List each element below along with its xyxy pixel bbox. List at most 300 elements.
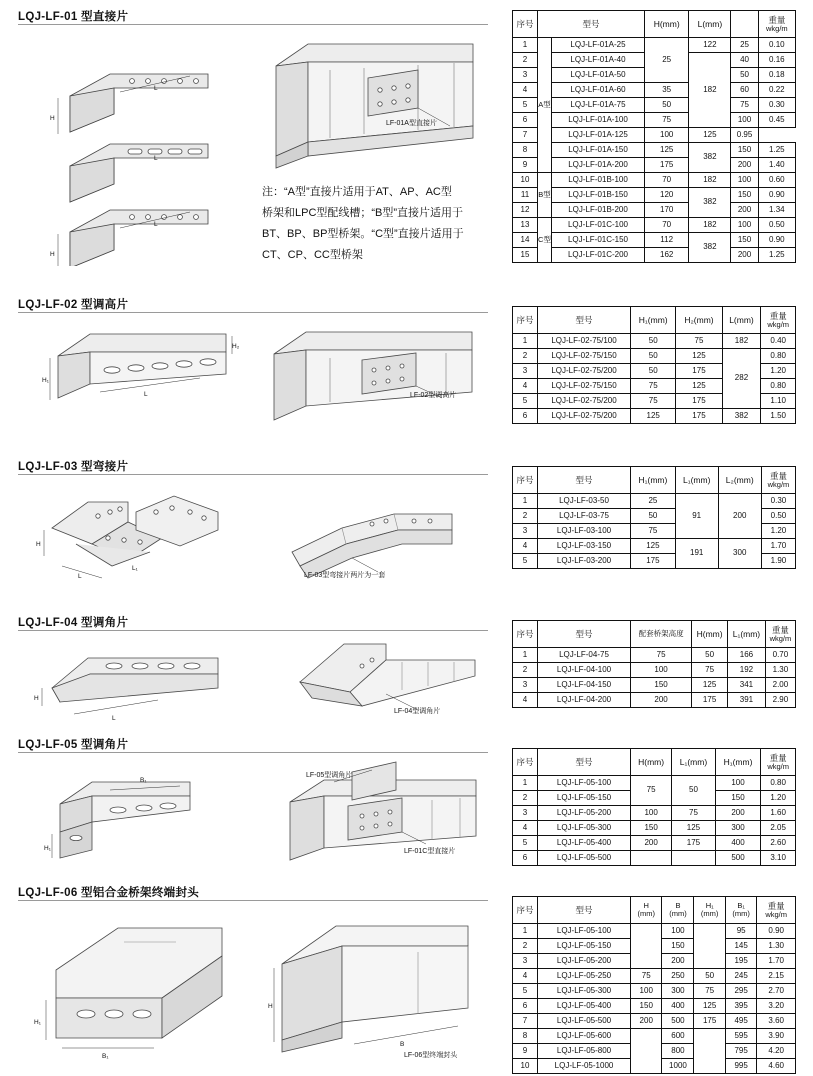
cell-index: 8: [513, 143, 538, 158]
th-l1: L₁(mm): [728, 621, 766, 648]
cell-h1: 200: [715, 806, 761, 821]
note-line-4: CT、CP、CC型桥架: [262, 248, 363, 261]
svg-text:H: H: [36, 541, 41, 548]
cell-h: [631, 924, 662, 969]
th-h1: H₁ (mm): [694, 897, 725, 924]
cell-model: LQJ-LF-01A-40: [552, 53, 645, 68]
cell-weight: 0.10: [758, 38, 795, 53]
table-row: [513, 984, 796, 999]
th-h1: H₁(mm): [715, 749, 761, 776]
table-lf05: [512, 748, 796, 866]
cell-tray-height: 200: [631, 693, 692, 708]
cell-index: 4: [513, 693, 538, 708]
cell-b1: 295: [725, 984, 756, 999]
cell-weight: 0.70: [765, 648, 795, 663]
table-row: [513, 821, 796, 836]
cell-h: 70: [645, 173, 689, 188]
table-row: [513, 203, 796, 218]
note-line-3: BT、BP、BP型桥架。“C型”直接片适用于: [262, 227, 464, 240]
svg-text:L: L: [78, 573, 82, 580]
svg-text:L: L: [154, 85, 158, 92]
table-row: [513, 693, 796, 708]
cell-weight: 0.60: [758, 173, 795, 188]
drawing-label-lf06: LF-06型终端封头: [404, 1052, 458, 1059]
cell-model: LQJ-LF-05-250: [538, 969, 631, 984]
cell-index: 6: [513, 851, 538, 866]
cell-index: 2: [513, 939, 538, 954]
cell-model: LQJ-LF-05-400: [538, 836, 631, 851]
table-row: [513, 494, 796, 509]
cell-group-letter: C型: [538, 218, 552, 263]
cell-weight: 1.20: [761, 364, 796, 379]
cell-model: LQJ-LF-03-200: [538, 554, 631, 569]
cell-b: 60: [731, 83, 758, 98]
cell-index: 2: [513, 509, 538, 524]
table-row: [513, 539, 796, 554]
table-row: [513, 38, 796, 53]
cell-h: 200: [631, 1014, 662, 1029]
cell-l1: 191: [675, 539, 718, 569]
cell-index: 4: [513, 379, 538, 394]
cell-model: LQJ-LF-04-150: [538, 678, 631, 693]
cell-h2: 75: [676, 334, 722, 349]
table-row: [513, 128, 796, 143]
th-model: 型号: [538, 621, 631, 648]
cell-model: LQJ-LF-03-50: [538, 494, 631, 509]
cell-h: 162: [645, 248, 689, 263]
cell-weight: 1.30: [765, 663, 795, 678]
cell-h: 200: [631, 836, 672, 851]
table-row: [513, 173, 796, 188]
cell-h: 150: [631, 821, 672, 836]
svg-text:H: H: [50, 115, 55, 122]
cell-index: 15: [513, 248, 538, 263]
cell-b: 100: [662, 924, 694, 939]
section-title-lf03: LQJ-LF-03 型弯接片: [18, 461, 129, 473]
cell-model: LQJ-LF-05-100: [538, 924, 631, 939]
cell-index: 5: [513, 394, 538, 409]
cell-weight: 2.70: [757, 984, 796, 999]
cell-index: 8: [513, 1029, 538, 1044]
cell-weight: 1.30: [757, 939, 796, 954]
note-line-1: 注：“A型”直接片适用于AT、AP、AC型: [262, 186, 452, 198]
cell-weight: 0.30: [758, 98, 795, 113]
cell-b: 100: [731, 218, 758, 233]
cell-model: LQJ-LF-04-75: [538, 648, 631, 663]
table-row: [513, 776, 796, 791]
cell-b: 600: [662, 1029, 694, 1044]
cell-h1: 25: [631, 494, 676, 509]
table-header-row: [513, 307, 796, 334]
cell-b: 125: [689, 128, 731, 143]
cell-l: 182: [689, 218, 731, 233]
th-weight: 重量 wkg/m: [761, 307, 796, 334]
drawing-lf05-zplate: [40, 762, 240, 862]
table-row: [513, 334, 796, 349]
cell-weight: 3.60: [757, 1014, 796, 1029]
cell-b: 200: [731, 158, 758, 173]
cell-h1: 400: [715, 836, 761, 851]
svg-text:H₁: H₁: [42, 377, 49, 384]
cell-b: 1000: [662, 1059, 694, 1074]
cell-weight: 1.70: [757, 954, 796, 969]
svg-text:L: L: [154, 155, 158, 162]
cell-b1: 595: [725, 1029, 756, 1044]
table-row: [513, 248, 796, 263]
cell-b1: 395: [725, 999, 756, 1014]
drawing-lf01-brackets: [40, 36, 260, 266]
cell-l1: 125: [672, 821, 715, 836]
cell-index: 4: [513, 821, 538, 836]
cell-index: 7: [513, 128, 538, 143]
th-l2: L₂(mm): [718, 467, 761, 494]
cell-h1: 125: [631, 409, 676, 424]
cell-model: LQJ-LF-01A-125: [552, 128, 645, 143]
table-row: [513, 218, 796, 233]
cell-index: 1: [513, 334, 538, 349]
cell-index: 2: [513, 349, 538, 364]
cell-h: 50: [692, 648, 728, 663]
cell-index: 4: [513, 83, 538, 98]
drawing-lf04-tray: [290, 634, 485, 722]
cell-model: LQJ-LF-04-100: [538, 663, 631, 678]
drawing-lf03-bendplates: [32, 482, 242, 592]
cell-b1: 995: [725, 1059, 756, 1074]
cell-h: 120: [645, 188, 689, 203]
table-row: [513, 678, 796, 693]
table-lf01: [512, 10, 796, 263]
th-model: 型号: [538, 11, 645, 38]
th-model: 型号: [538, 467, 631, 494]
svg-text:H: H: [268, 1003, 273, 1010]
cell-model: LQJ-LF-05-600: [538, 1029, 631, 1044]
cell-index: 4: [513, 969, 538, 984]
th-b1: B₁ (mm): [725, 897, 756, 924]
cell-model: LQJ-LF-05-500: [538, 1014, 631, 1029]
cell-b: 150: [731, 143, 758, 158]
cell-index: 3: [513, 806, 538, 821]
cell-index: 5: [513, 836, 538, 851]
cell-index: 10: [513, 173, 538, 188]
cell-weight: 0.50: [761, 509, 795, 524]
cell-index: 1: [513, 776, 538, 791]
th-index: 序号: [513, 749, 538, 776]
cell-h1: 100: [715, 776, 761, 791]
cell-l1: [672, 851, 715, 866]
svg-text:H₁: H₁: [34, 1019, 41, 1026]
cell-model: LQJ-LF-02-75/150: [538, 349, 631, 364]
cell-h2: 125: [676, 379, 722, 394]
cell-model: LQJ-LF-05-1000: [538, 1059, 631, 1074]
cell-index: 3: [513, 954, 538, 969]
table-row: [513, 83, 796, 98]
table-lf03: [512, 466, 796, 569]
cell-b: 40: [731, 53, 758, 68]
cell-h: 125: [692, 678, 728, 693]
cell-b: 250: [662, 969, 694, 984]
th-h2: H₂(mm): [676, 307, 722, 334]
cell-h1: 125: [694, 999, 725, 1014]
table-header-row: [513, 621, 796, 648]
cell-weight: 0.30: [761, 494, 795, 509]
cell-model: LQJ-LF-05-150: [538, 939, 631, 954]
cell-weight: 0.80: [761, 349, 796, 364]
cell-model: LQJ-LF-01B-150: [552, 188, 645, 203]
cell-h: 75: [645, 113, 689, 128]
cell-b1: 245: [725, 969, 756, 984]
cell-model: LQJ-LF-02-75/200: [538, 409, 631, 424]
table-row: [513, 349, 796, 364]
cell-h1: 300: [715, 821, 761, 836]
cell-model: LQJ-LF-05-500: [538, 851, 631, 866]
drawing-lf02-riser: [40, 322, 240, 412]
cell-l: 182: [689, 53, 731, 128]
cell-model: LQJ-LF-01B-200: [552, 203, 645, 218]
cell-h: 70: [645, 218, 689, 233]
table-lf04: [512, 620, 796, 708]
cell-weight: 1.90: [761, 554, 795, 569]
cell-weight: 0.16: [758, 53, 795, 68]
cell-index: 2: [513, 791, 538, 806]
table-header-row: [513, 11, 796, 38]
drawing-label-lf02: LF-02型调高片: [410, 392, 457, 399]
table-row: [513, 98, 796, 113]
cell-tray-height: 100: [631, 663, 692, 678]
cell-index: 5: [513, 554, 538, 569]
cell-b: 150: [662, 939, 694, 954]
cell-model: LQJ-LF-01A-60: [552, 83, 645, 98]
cell-l1: 50: [672, 776, 715, 806]
cell-weight: 2.15: [757, 969, 796, 984]
cell-h1: [694, 1029, 725, 1074]
cell-index: 3: [513, 364, 538, 379]
cell-weight: 0.90: [757, 924, 796, 939]
cell-h2: 175: [676, 409, 722, 424]
table-row: [513, 663, 796, 678]
cell-h1: 50: [694, 969, 725, 984]
cell-model: LQJ-LF-05-800: [538, 1044, 631, 1059]
cell-index: 12: [513, 203, 538, 218]
cell-index: 1: [513, 648, 538, 663]
cell-l1: 75: [672, 806, 715, 821]
cell-weight: 2.60: [761, 836, 796, 851]
cell-weight: 1.60: [761, 806, 796, 821]
cell-index: 13: [513, 218, 538, 233]
cell-h: 125: [645, 143, 689, 158]
svg-text:L: L: [154, 221, 158, 228]
cell-weight: 1.34: [758, 203, 795, 218]
table-row: [513, 113, 796, 128]
cell-h: 75: [631, 969, 662, 984]
table-row: [513, 969, 796, 984]
cell-b: 150: [731, 188, 758, 203]
section-divider: [18, 474, 488, 475]
cell-h1: 50: [631, 364, 676, 379]
drawing-label-lf03: LF-03型弯接片两片为一套: [304, 572, 386, 579]
cell-index: 6: [513, 999, 538, 1014]
cell-index: 3: [513, 68, 538, 83]
section-title-lf04: LQJ-LF-04 型调角片: [18, 617, 129, 629]
table-row: [513, 806, 796, 821]
cell-b: 500: [662, 1014, 694, 1029]
cell-h2: 175: [676, 364, 722, 379]
cell-index: 5: [513, 984, 538, 999]
cell-weight: 1.40: [758, 158, 795, 173]
cell-h: [631, 1029, 662, 1074]
cell-model: LQJ-LF-01A-150: [552, 143, 645, 158]
cell-model: LQJ-LF-05-200: [538, 806, 631, 821]
cell-h2: 125: [676, 349, 722, 364]
cell-index: 7: [513, 1014, 538, 1029]
drawing-label-lf05-a: LF-05型调角片: [306, 772, 353, 779]
drawing-lf01-tray: [268, 30, 483, 170]
cell-weight: 0.45: [758, 113, 795, 128]
cell-b: 200: [662, 954, 694, 969]
cell-weight: 4.60: [757, 1059, 796, 1074]
cell-model: LQJ-LF-01A-200: [552, 158, 645, 173]
cell-h: 35: [645, 83, 689, 98]
cell-l: 122: [689, 38, 731, 53]
cell-index: 9: [513, 1044, 538, 1059]
section-title-lf02: LQJ-LF-02 型调高片: [18, 299, 129, 311]
svg-text:H₂: H₂: [232, 343, 240, 350]
drawing-lf06-endcap: [26, 912, 241, 1062]
cell-h: 112: [645, 233, 689, 248]
cell-l1: 91: [675, 494, 718, 539]
cell-l1: 341: [728, 678, 766, 693]
th-b: B (mm): [662, 897, 694, 924]
th-h1: H₁(mm): [631, 467, 676, 494]
cell-weight: 1.10: [761, 394, 796, 409]
cell-b: 100: [731, 113, 758, 128]
cell-b: 800: [662, 1044, 694, 1059]
th-weight: 重量 wkg/m: [761, 467, 795, 494]
cell-index: 4: [513, 539, 538, 554]
cell-h1: 75: [631, 524, 676, 539]
th-index: 序号: [513, 11, 538, 38]
cell-index: 2: [513, 663, 538, 678]
cell-weight: 1.25: [758, 248, 795, 263]
cell-h: 100: [631, 806, 672, 821]
cell-index: 6: [513, 113, 538, 128]
cell-index: 10: [513, 1059, 538, 1074]
drawing-label-lf01: LF-01A型直接片: [386, 120, 437, 127]
cell-tray-height: 75: [631, 648, 692, 663]
cell-model: LQJ-LF-05-300: [538, 984, 631, 999]
cell-l: 382: [722, 409, 761, 424]
cell-model: LQJ-LF-01C-100: [552, 218, 645, 233]
cell-model: LQJ-LF-03-75: [538, 509, 631, 524]
table-row: [513, 158, 796, 173]
cell-index: 9: [513, 158, 538, 173]
cell-model: LQJ-LF-05-400: [538, 999, 631, 1014]
cell-group-letter: B型: [538, 173, 552, 218]
table-row: [513, 924, 796, 939]
cell-model: LQJ-LF-01A-75: [552, 98, 645, 113]
cell-b1: 795: [725, 1044, 756, 1059]
cell-h: 50: [645, 98, 689, 113]
cell-l: 382: [689, 233, 731, 263]
th-index: 序号: [513, 307, 538, 334]
cell-weight: 1.20: [761, 524, 795, 539]
th-index: 序号: [513, 897, 538, 924]
cell-b1: 495: [725, 1014, 756, 1029]
cell-weight: 2.90: [765, 693, 795, 708]
th-h: H (mm): [631, 897, 662, 924]
cell-l1: 192: [728, 663, 766, 678]
svg-text:H: H: [34, 695, 39, 702]
cell-model: LQJ-LF-03-150: [538, 539, 631, 554]
cell-weight: 4.20: [757, 1044, 796, 1059]
cell-weight: 0.18: [758, 68, 795, 83]
table-row: [513, 143, 796, 158]
cell-index: 14: [513, 233, 538, 248]
cell-model: LQJ-LF-02-75/100: [538, 334, 631, 349]
th-model: 型号: [538, 897, 631, 924]
svg-text:B: B: [400, 1041, 405, 1048]
section-divider: [18, 24, 488, 25]
cell-weight: 2.05: [761, 821, 796, 836]
th-h: H(mm): [631, 749, 672, 776]
cell-b: 100: [731, 173, 758, 188]
cell-weight: 1.20: [761, 791, 796, 806]
cell-model: LQJ-LF-01A-100: [552, 113, 645, 128]
cell-model: LQJ-LF-02-75/200: [538, 364, 631, 379]
cell-model: LQJ-LF-01B-100: [552, 173, 645, 188]
cell-b1: 195: [725, 954, 756, 969]
note-line-2: 桥架和LPC型配线槽；“B型”直接片适用于: [262, 206, 464, 219]
cell-l1: 175: [672, 836, 715, 851]
cell-weight: 2.00: [765, 678, 795, 693]
section-title-lf06: LQJ-LF-06 型铝合金桥架终端封头: [18, 887, 200, 899]
cell-model: LQJ-LF-03-100: [538, 524, 631, 539]
cell-h: 100: [631, 984, 662, 999]
cell-h1: 175: [694, 1014, 725, 1029]
cell-l: 382: [689, 143, 731, 173]
cell-b: 75: [731, 98, 758, 113]
cell-h: 75: [692, 663, 728, 678]
cell-model: LQJ-LF-01A-50: [552, 68, 645, 83]
drawing-lf06-tray: [268, 912, 488, 1062]
cell-h1: 50: [631, 509, 676, 524]
cell-model: LQJ-LF-01C-200: [552, 248, 645, 263]
table-header-row: [513, 897, 796, 924]
cell-l1: 391: [728, 693, 766, 708]
cell-h1: 75: [631, 379, 676, 394]
cell-l2: 200: [718, 494, 761, 539]
cell-l2: 300: [718, 539, 761, 569]
section-title-lf01: LQJ-LF-01 型直接片: [18, 11, 129, 23]
cell-index: 11: [513, 188, 538, 203]
drawing-lf04-plate: [28, 640, 238, 730]
cell-model: LQJ-LF-02-75/200: [538, 394, 631, 409]
svg-text:L: L: [112, 715, 116, 722]
svg-text:L₁: L₁: [132, 565, 138, 572]
cell-h1: 125: [631, 539, 676, 554]
th-weight: 重量 wkg/m: [757, 897, 796, 924]
cell-b: 25: [731, 38, 758, 53]
cell-weight: 0.22: [758, 83, 795, 98]
cell-l: 182: [689, 173, 731, 188]
cell-group-letter: A型: [538, 38, 552, 173]
table-row: [513, 836, 796, 851]
th-h: H(mm): [692, 621, 728, 648]
cell-weight: 0.90: [758, 188, 795, 203]
cell-b: 300: [662, 984, 694, 999]
cell-weight: 3.10: [761, 851, 796, 866]
cell-b: 50: [731, 68, 758, 83]
section-divider: [18, 752, 488, 753]
